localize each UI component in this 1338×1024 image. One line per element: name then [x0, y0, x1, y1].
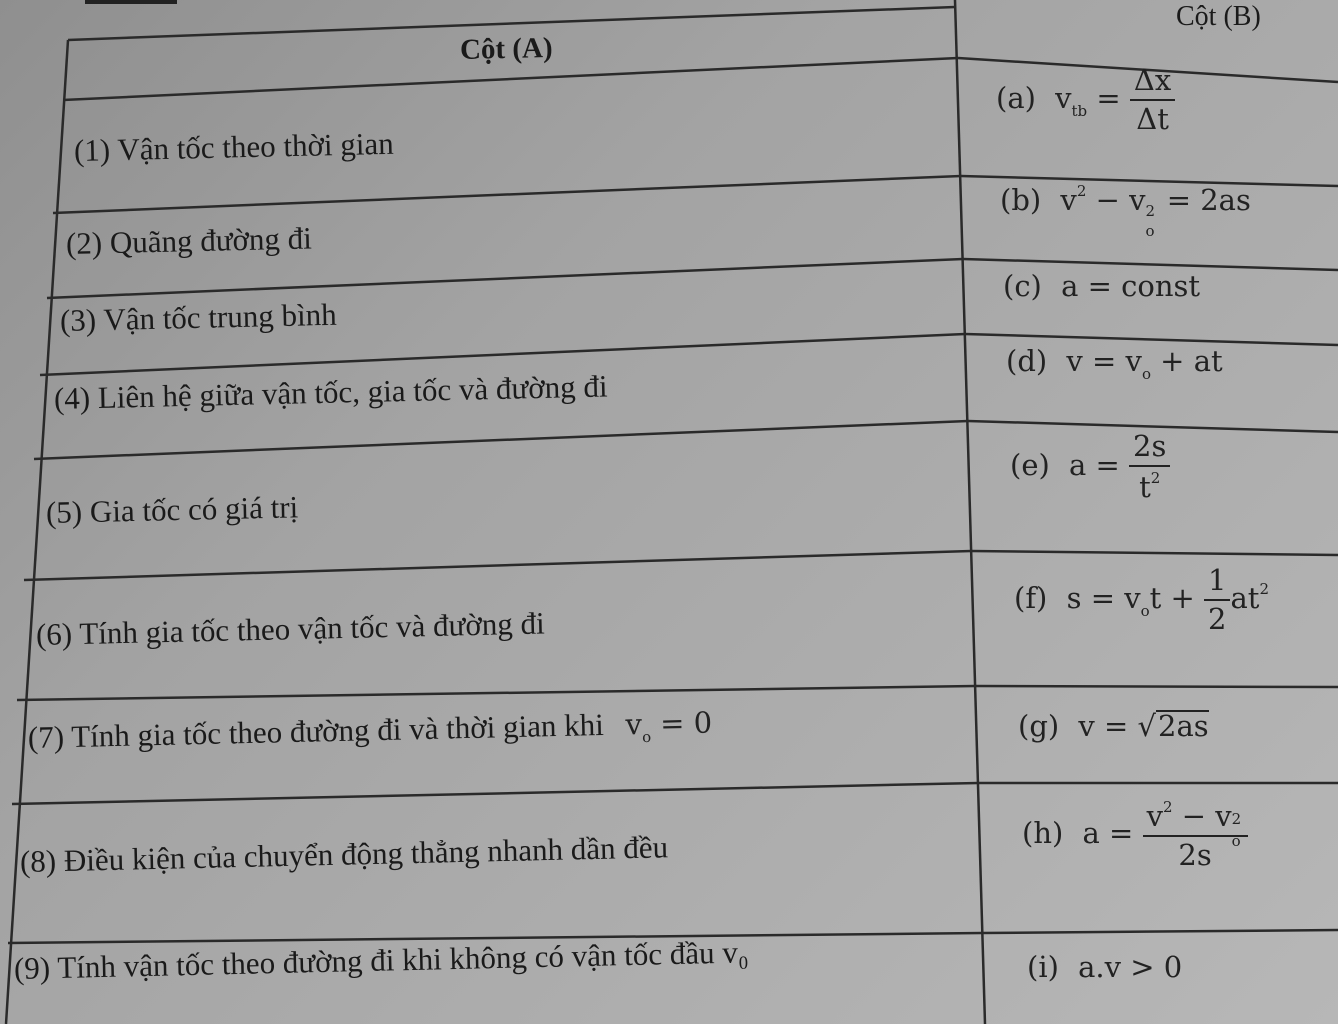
fraction-h: $v^2 - v$ 2 o 2s — [1143, 800, 1248, 870]
col-b-item-i: (i) a.v > 0 — [1027, 950, 1183, 984]
col-a-item-4: (4) Liên hệ giữa vận tốc, gia tốc và đường đi — [53, 368, 608, 416]
col-b-item-d: (d) $v = v_o$ + at — [1006, 344, 1223, 383]
col-b-item-a: (a) $v_{tb}$ = $\frac{\Delta x}{\Delta t}$ — [996, 66, 1175, 134]
col-a-item-6: (6) Tính gia tốc theo vận tốc và đường đi — [35, 605, 545, 652]
col-a-item-7-condition: $v_o = 0$ — [625, 705, 713, 747]
col-b-item-c: (c) a = const — [1003, 269, 1201, 303]
col-a-item-3: (3) Vận tốc trung bình — [59, 296, 337, 338]
col-b-item-f: (f) $s = v_ot$ + $\frac{1}{2}$ $at^2$ — [1014, 563, 1269, 636]
col-a-item-1: (1) Vận tốc theo thời gian — [73, 125, 395, 168]
col-b-item-e: (e) a = $\frac{2s}{t^2}$ — [1010, 432, 1170, 502]
column-b-header: Cột (B) — [1176, 1, 1261, 32]
col-b-item-b: (b) $v^2 - v$ 2 o = 2as — [1000, 182, 1251, 240]
col-a-item-9: (9) Tính vận tốc theo đường đi khi không có vận tốc đầu v₀ — [13, 934, 749, 986]
fraction-f: $\frac{1}{2}$ — [1204, 566, 1230, 634]
col-a-item-5: (5) Gia tốc có giá trị — [45, 489, 299, 530]
col-a-item-2: (2) Quãng đường đi — [65, 220, 313, 261]
column-a-header: Cột (A) — [459, 31, 553, 66]
sqrt-sign: √ — [1137, 709, 1157, 743]
fraction-e: $\frac{2s}{t^2}$ — [1129, 432, 1170, 502]
col-a-item-8: (8) Điều kiện của chuyển động thẳng nhanh dần đều — [19, 829, 669, 879]
fraction-a: $\frac{\Delta x}{\Delta t}$ — [1130, 66, 1175, 134]
column-divider — [955, 0, 985, 1024]
col-a-item-7-text: (7) Tính gia tốc theo đường đi và thời gian khi — [27, 706, 605, 755]
col-b-item-h: (h) a = $v^2 - v$ 2 o 2s — [1022, 800, 1248, 870]
col-b-item-g: (g) v = √2as — [1018, 709, 1209, 743]
